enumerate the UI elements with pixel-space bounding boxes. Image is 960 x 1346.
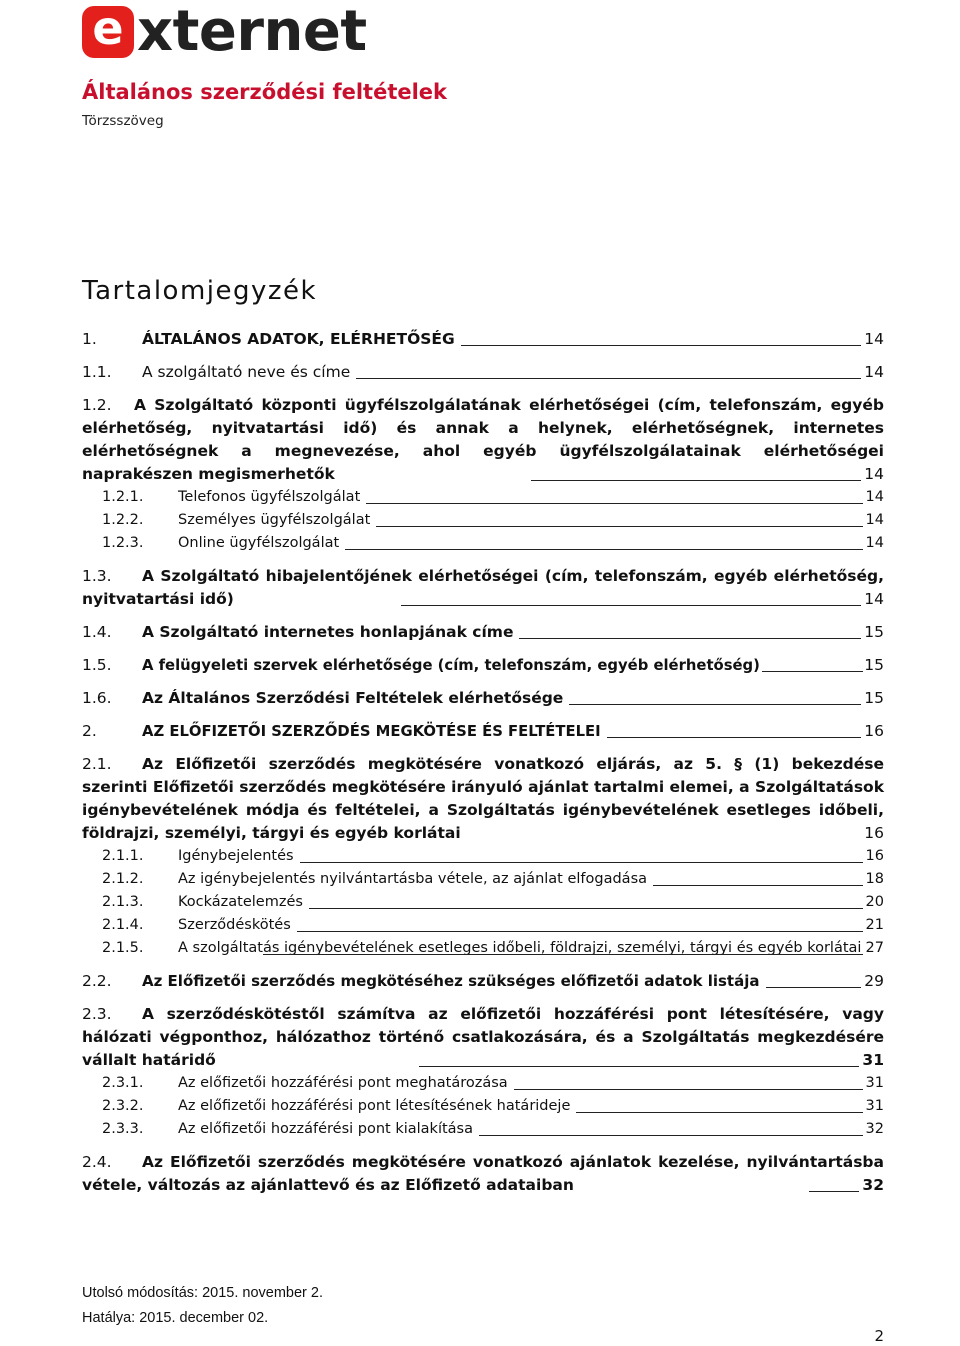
toc-entry-1[interactable]: 1. ÁLTALÁNOS ADATOK, ELÉRHETŐSÉG 14 [82, 330, 884, 348]
toc-heading: Tartalomjegyzék [82, 276, 318, 306]
toc-entry-2-1-5-leader: 27 [82, 937, 884, 960]
toc-entry-2-1-5[interactable]: 2.1.5. A szolgáltatás igénybevételének esetleges időbeli, földrajzi, személyi, tárgyi és egyéb korlátai [102, 940, 862, 956]
toc-entry-2-1-1[interactable]: 2.1.1. Igénybejelentés 16 [102, 848, 884, 864]
table-of-contents [82, 328, 884, 1197]
toc-entry-2[interactable]: 2. AZ ELŐFIZETŐI SZERZŐDÉS MEGKÖTÉSE ÉS FELTÉTELEI 16 [82, 722, 884, 740]
document-title: Általános szerződési feltételek [82, 80, 448, 104]
toc-entry-2-3-3[interactable]: 2.3.3. Az előfizetői hozzáférési pont kialakítása 32 [102, 1121, 884, 1137]
toc-entry-2-4-leader: 32 [82, 1174, 884, 1197]
toc-entry-1-2[interactable]: 1.2. A Szolgáltató központi ügyfélszolgálatának elérhetőségei (cím, telefonszám, egyéb elérhetőség, nyitvatartási idő) és annak a helynek, elérhetőségnek, internetes elérhetőségnek a megnevezése, ahol egyéb ügyfélszolgálatainak elérhetőségei naprakészen megismerhetők [82, 396, 884, 483]
toc-entry-1-2-2[interactable]: 1.2.2. Személyes ügyfélszolgálat 14 [102, 512, 884, 528]
last-modified: Utolsó módosítás: 2015. november 2. [82, 1285, 323, 1301]
toc-entry-2-3-2[interactable]: 2.3.2. Az előfizetői hozzáférési pont létesítésének határideje 31 [102, 1098, 884, 1114]
toc-entry-2-2[interactable]: 2.2. Az Előfizetői szerződés megkötéséhez szükséges előfizetői adatok listája 29 [82, 972, 884, 990]
toc-entry-1-2-3[interactable]: 1.2.3. Online ügyfélszolgálat 14 [102, 535, 884, 551]
toc-entry-1-3-leader: 14 [82, 588, 884, 611]
toc-entry-1-2-leader: 14 [82, 463, 884, 486]
logo-text: xternet [137, 0, 367, 64]
toc-entry-2-1-3[interactable]: 2.1.3. Kockázatelemzés 20 [102, 894, 884, 910]
page-number: 2 [874, 1327, 884, 1345]
effective-date: Hatálya: 2015. december 02. [82, 1310, 269, 1326]
toc-entry-2-3-leader: 31 [82, 1049, 884, 1072]
page-footer [82, 1281, 323, 1331]
toc-entry-1-1[interactable]: 1.1. A szolgáltató neve és címe 14 [82, 363, 884, 381]
document-subtitle: Törzsszöveg [82, 113, 164, 129]
toc-entry-1-4[interactable]: 1.4. A Szolgáltató internetes honlapjának címe 15 [82, 623, 884, 641]
toc-entry-1-5[interactable]: 1.5. A felügyeleti szervek elérhetősége (cím, telefonszám, egyéb elérhetőség) 15 [82, 656, 884, 674]
toc-entry-2-3-1[interactable]: 2.3.1. Az előfizetői hozzáférési pont meghatározása 31 [102, 1075, 884, 1091]
toc-entry-1-6[interactable]: 1.6. Az Általános Szerződési Feltételek elérhetősége 15 [82, 689, 884, 707]
toc-entry-2-4[interactable]: 2.4. Az Előfizetői szerződés megkötésére vonatkozó ajánlatok kezelése, nyilvántartásba vétele, változás az ajánlattevő és az Előfizető adataiban [82, 1153, 884, 1194]
logo-mark: e [82, 6, 134, 58]
externet-logo [82, 0, 367, 64]
toc-entry-2-1-2[interactable]: 2.1.2. Az igénybejelentés nyilvántartásba vétele, az ajánlat elfogadása 18 [102, 871, 884, 887]
toc-entry-2-1[interactable]: 2.1. Az Előfizetői szerződés megkötésére vonatkozó eljárás, az 5. § (1) bekezdése szerinti Előfizetői szerződés megkötésére irányuló ajánlat tartalmi elemei, a Szolgáltatások igénybevételének módja és feltételei, a Szolgáltatás igénybevételének esetleges időbeli, földrajzi, személyi, tárgyi és egyéb korlátai [82, 755, 884, 842]
toc-entry-1-2-1[interactable]: 1.2.1. Telefonos ügyfélszolgálat 14 [102, 489, 884, 505]
toc-entry-2-1-4[interactable]: 2.1.4. Szerződéskötés 21 [102, 917, 884, 933]
toc-entry-2-1-leader: 16 [82, 822, 884, 845]
toc-entry-2-3[interactable]: 2.3. A szerződéskötéstől számítva az előfizetői hozzáférési pont létesítésére, vagy hálózati végponthoz, hálózathoz történő csatlakozására, és a Szolgáltatás megkezdésére vállalt határidő [82, 1005, 884, 1069]
toc-entry-1-3[interactable]: 1.3. A Szolgáltató hibajelentőjének elérhetőségei (cím, telefonszám, egyéb elérhetőség, nyitvatartási idő) [82, 567, 884, 608]
